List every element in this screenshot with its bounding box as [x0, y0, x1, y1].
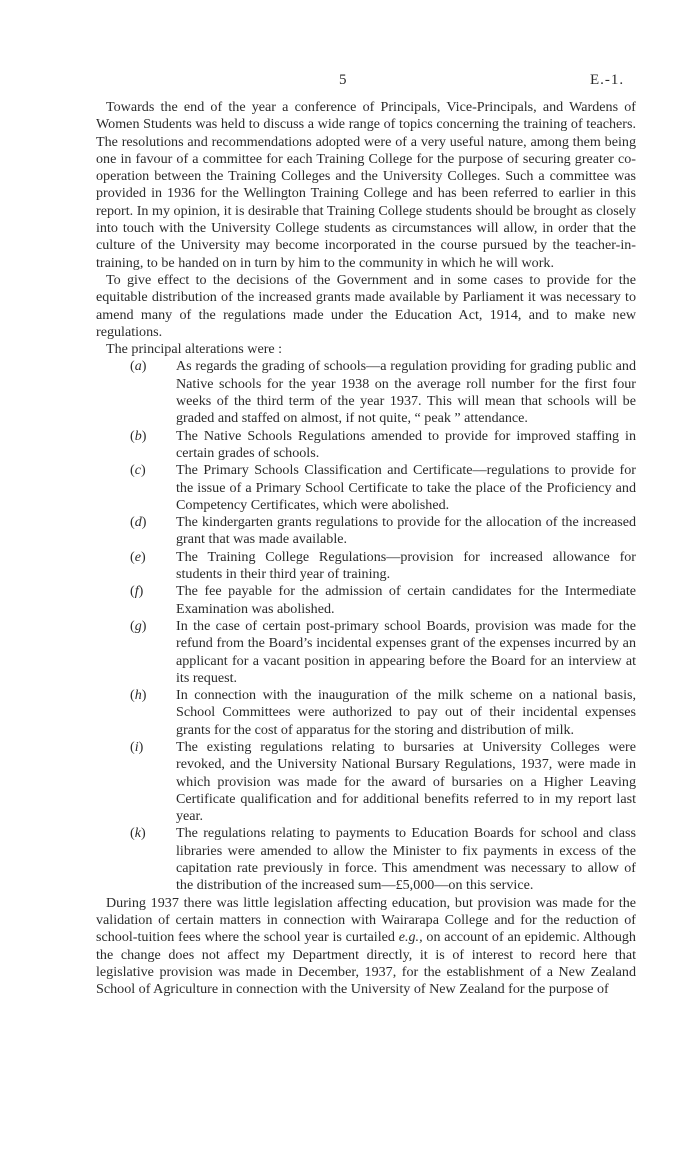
- list-item: [96, 549, 636, 584]
- list-item-label: (e): [130, 548, 146, 565]
- list-item-label: (f): [130, 583, 144, 600]
- page-number: 5: [339, 72, 347, 88]
- list-item: [96, 358, 636, 427]
- list-item-text: The regulations relating to payments to Education Boards for school and class libraries were amended to allow the Minister to fix payments in excess of the capitation rate previously in force. This amendment was necessary to allow of the distribution of the increased sum—£5,000—on this service.: [176, 825, 636, 894]
- paragraph-alterations-intro: The principal alterations were :: [106, 341, 283, 358]
- page-header: [0, 72, 700, 92]
- document-body: [96, 99, 636, 998]
- list-item-label: (i): [130, 738, 144, 755]
- list-item-text: The fee payable for the admission of certain candidates for the Intermediate Examination was abolished.: [176, 583, 636, 617]
- list-item: [96, 739, 636, 825]
- list-item: [96, 618, 636, 687]
- paragraph-regulations: To give effect to the decisions of the Government and in some cases to provide for the equitable distribution of the increased grants made available by Parliament it was necessary to amend many of the regulations made under the Education Act, 1914, and to make new regulations.: [96, 271, 636, 340]
- paragraph-training-conference: Towards the end of the year a conference of Principals, Vice-Principals, and Wardens of Women Students was held to discuss a wide range of topics concerning the training of teachers. The resolutions and recommendations adopted were of a very useful nature, among them being one in favour of a committee for each Training College for the purpose of securing greater co-operation between the Training Colleges and the University Colleges. Such a committee was provided in 1936 for the Wellington Training College and has been referred to earlier in this report. In my opinion, it is desirable that Training College students should be brought as closely into touch with the University College students as circumstances will allow, in order that the culture of the University may become incorporated in the course pursued by the teacher-in-training, to be handed on in turn by him to the community in which he will work.: [96, 99, 636, 271]
- list-item-text: The Primary Schools Classification and Certificate—regulations to provide for the issue of a Primary School Certificate to take the place of the Proficiency and Competency Certificates, which were abolished.: [176, 462, 636, 513]
- list-item: [96, 687, 636, 739]
- list-item-text: The Training College Regulations—provision for increased allowance for students in their third year of training.: [176, 548, 636, 583]
- paragraph-legislation: During 1937 there was little legislation affecting education, but provision was made for the validation of certain matters in connection with Wairarapa College and for the reduction of school-tuition fees where the school year is curtailed e.g., on account of an epidemic. Although the change does not affect my Department directly, it is of interest to record here that legislative provision was made in December, 1937, for the establishment of a New Zealand School of Agriculture in connection with the University of New Zealand for the purpose of: [96, 894, 636, 998]
- document-reference: E.-1.: [590, 72, 625, 88]
- list-item-label: (h): [130, 687, 147, 704]
- list-item-label: (g): [130, 617, 147, 634]
- list-item-label: (a): [130, 358, 147, 375]
- list-item: [96, 514, 636, 549]
- list-item: [96, 462, 636, 514]
- list-item-text: The kindergarten grants regulations to provide for the allocation of the increased grant that was made available.: [176, 514, 636, 548]
- list-item-text: In connection with the inauguration of the milk scheme on a national basis, School Committees were authorized to pay out of their incidental expenses grants for the cost of apparatus for the storing and distribution of milk.: [176, 687, 636, 738]
- list-item-label: (d): [130, 514, 147, 531]
- list-item-label: (k): [130, 825, 146, 842]
- list-item-text: The existing regulations relating to bursaries at University Colleges were revoked, and the University National Bursary Regulations, 1937, were made in which provision was made for the award of bursaries on a Higher Leaving Certificate qualification and for additional benefits referred to in my report last year.: [176, 738, 636, 825]
- list-item-text: As regards the grading of schools—a regulation providing for grading public and Native schools for the year 1938 on the average roll number for the first four weeks of the third term of the year 1937. This will mean that schools will be graded and staffed on almost, if not quite, “ peak ” attendance.: [176, 358, 636, 427]
- list-item-label: (b): [130, 427, 147, 444]
- list-item-text: In the case of certain post-primary school Boards, provision was made for the refund from the Board’s incidental expenses grant of the expenses incurred by an applicant for a vacant position in appearing before the Board for an interview at its request.: [176, 617, 636, 686]
- list-item-text: The Native Schools Regulations amended to provide for improved staffing in certain grades of schools.: [176, 427, 636, 461]
- list-item: [96, 825, 636, 894]
- list-item: [96, 583, 636, 618]
- list-item: [96, 428, 636, 463]
- alterations-list: [96, 358, 636, 894]
- list-item-label: (c): [130, 462, 146, 479]
